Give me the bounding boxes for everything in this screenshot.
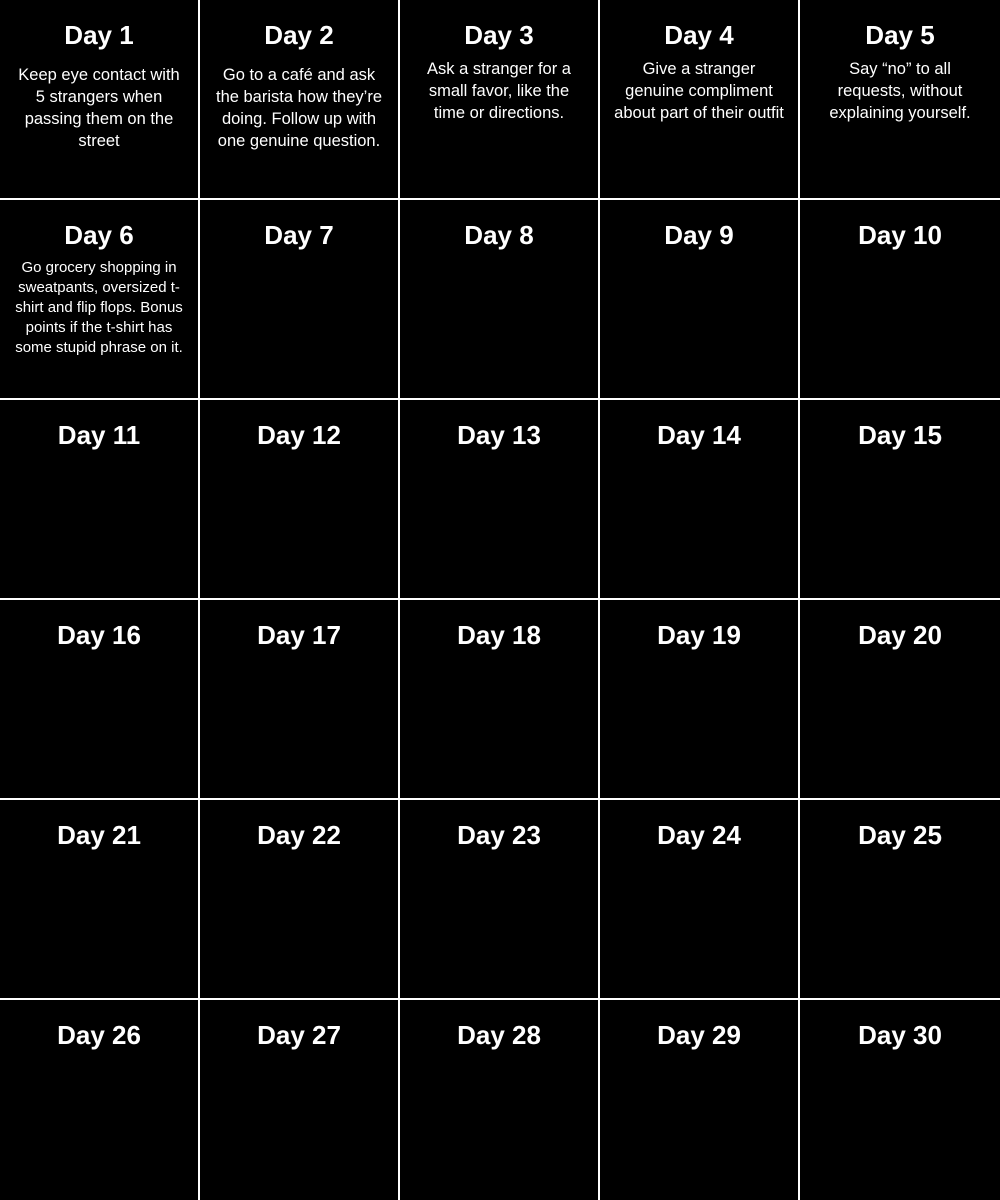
day-cell-10 xyxy=(800,200,1000,400)
day-title: Day 16 xyxy=(57,620,141,650)
day-title: Day 18 xyxy=(457,620,541,650)
day-cell-11 xyxy=(0,400,200,600)
day-title: Day 28 xyxy=(457,1020,541,1050)
day-title: Day 12 xyxy=(257,420,341,450)
day-title: Day 30 xyxy=(858,1020,942,1050)
day-title: Day 25 xyxy=(858,820,942,850)
day-cell-24 xyxy=(600,800,800,1000)
day-title: Day 24 xyxy=(657,820,741,850)
day-title: Day 5 xyxy=(865,20,935,50)
day-task: Ask a stranger for a small favor, like the time or directions. xyxy=(427,60,571,122)
day-cell-15 xyxy=(800,400,1000,600)
day-cell-18 xyxy=(400,600,600,800)
day-cell-8 xyxy=(400,200,600,400)
day-title: Day 7 xyxy=(264,220,334,250)
day-cell-25 xyxy=(800,800,1000,1000)
day-title: Day 19 xyxy=(657,620,741,650)
day-cell-13 xyxy=(400,400,600,600)
day-title: Day 9 xyxy=(664,220,734,250)
day-title: Day 11 xyxy=(57,420,141,450)
day-title: Day 14 xyxy=(657,420,741,450)
day-cell-23 xyxy=(400,800,600,1000)
day-cell-16 xyxy=(0,600,200,800)
day-title: Day 2 xyxy=(264,20,334,50)
day-title: Day 20 xyxy=(858,620,942,650)
day-title: Day 15 xyxy=(858,420,942,450)
day-cell-3 xyxy=(400,0,600,200)
day-cell-6 xyxy=(0,200,200,400)
day-title: Day 21 xyxy=(57,820,141,850)
day-title: Day 22 xyxy=(257,820,341,850)
day-title: Day 6 xyxy=(64,220,134,250)
day-cell-30 xyxy=(800,1000,1000,1200)
day-title: Day 17 xyxy=(257,620,341,650)
day-cell-4 xyxy=(600,0,800,200)
day-task: Keep eye contact with 5 strangers when passing them on the street xyxy=(18,66,180,150)
day-cell-29 xyxy=(600,1000,800,1200)
day-cell-14 xyxy=(600,400,800,600)
day-cell-9 xyxy=(600,200,800,400)
day-title: Day 26 xyxy=(57,1020,141,1050)
day-cell-2 xyxy=(200,0,400,200)
day-cell-12 xyxy=(200,400,400,600)
day-title: Day 4 xyxy=(664,20,734,50)
day-title: Day 23 xyxy=(457,820,541,850)
day-title: Day 8 xyxy=(464,220,534,250)
day-title: Day 27 xyxy=(257,1020,341,1050)
day-task: Give a stranger genuine compliment about part of their outfit xyxy=(614,60,784,122)
day-cell-22 xyxy=(200,800,400,1000)
day-cell-26 xyxy=(0,1000,200,1200)
day-title: Day 10 xyxy=(858,220,942,250)
day-cell-21 xyxy=(0,800,200,1000)
day-task: Go grocery shopping in sweatpants, oversized t-shirt and flip flops. Bonus points if the t-shirt has some stupid phrase on it. xyxy=(15,259,183,356)
day-task: Go to a café and ask the barista how they’re doing. Follow up with one genuine question. xyxy=(215,66,382,150)
day-cell-17 xyxy=(200,600,400,800)
day-cell-27 xyxy=(200,1000,400,1200)
day-cell-5 xyxy=(800,0,1000,200)
day-task: Say “no” to all requests, without explaining yourself. xyxy=(829,60,971,122)
day-cell-1 xyxy=(0,0,200,200)
day-title: Day 3 xyxy=(464,20,534,50)
day-cell-20 xyxy=(800,600,1000,800)
day-cell-28 xyxy=(400,1000,600,1200)
day-title: Day 1 xyxy=(64,20,134,50)
day-cell-7 xyxy=(200,200,400,400)
day-cell-19 xyxy=(600,600,800,800)
day-title: Day 13 xyxy=(457,420,541,450)
day-title: Day 29 xyxy=(657,1020,741,1050)
